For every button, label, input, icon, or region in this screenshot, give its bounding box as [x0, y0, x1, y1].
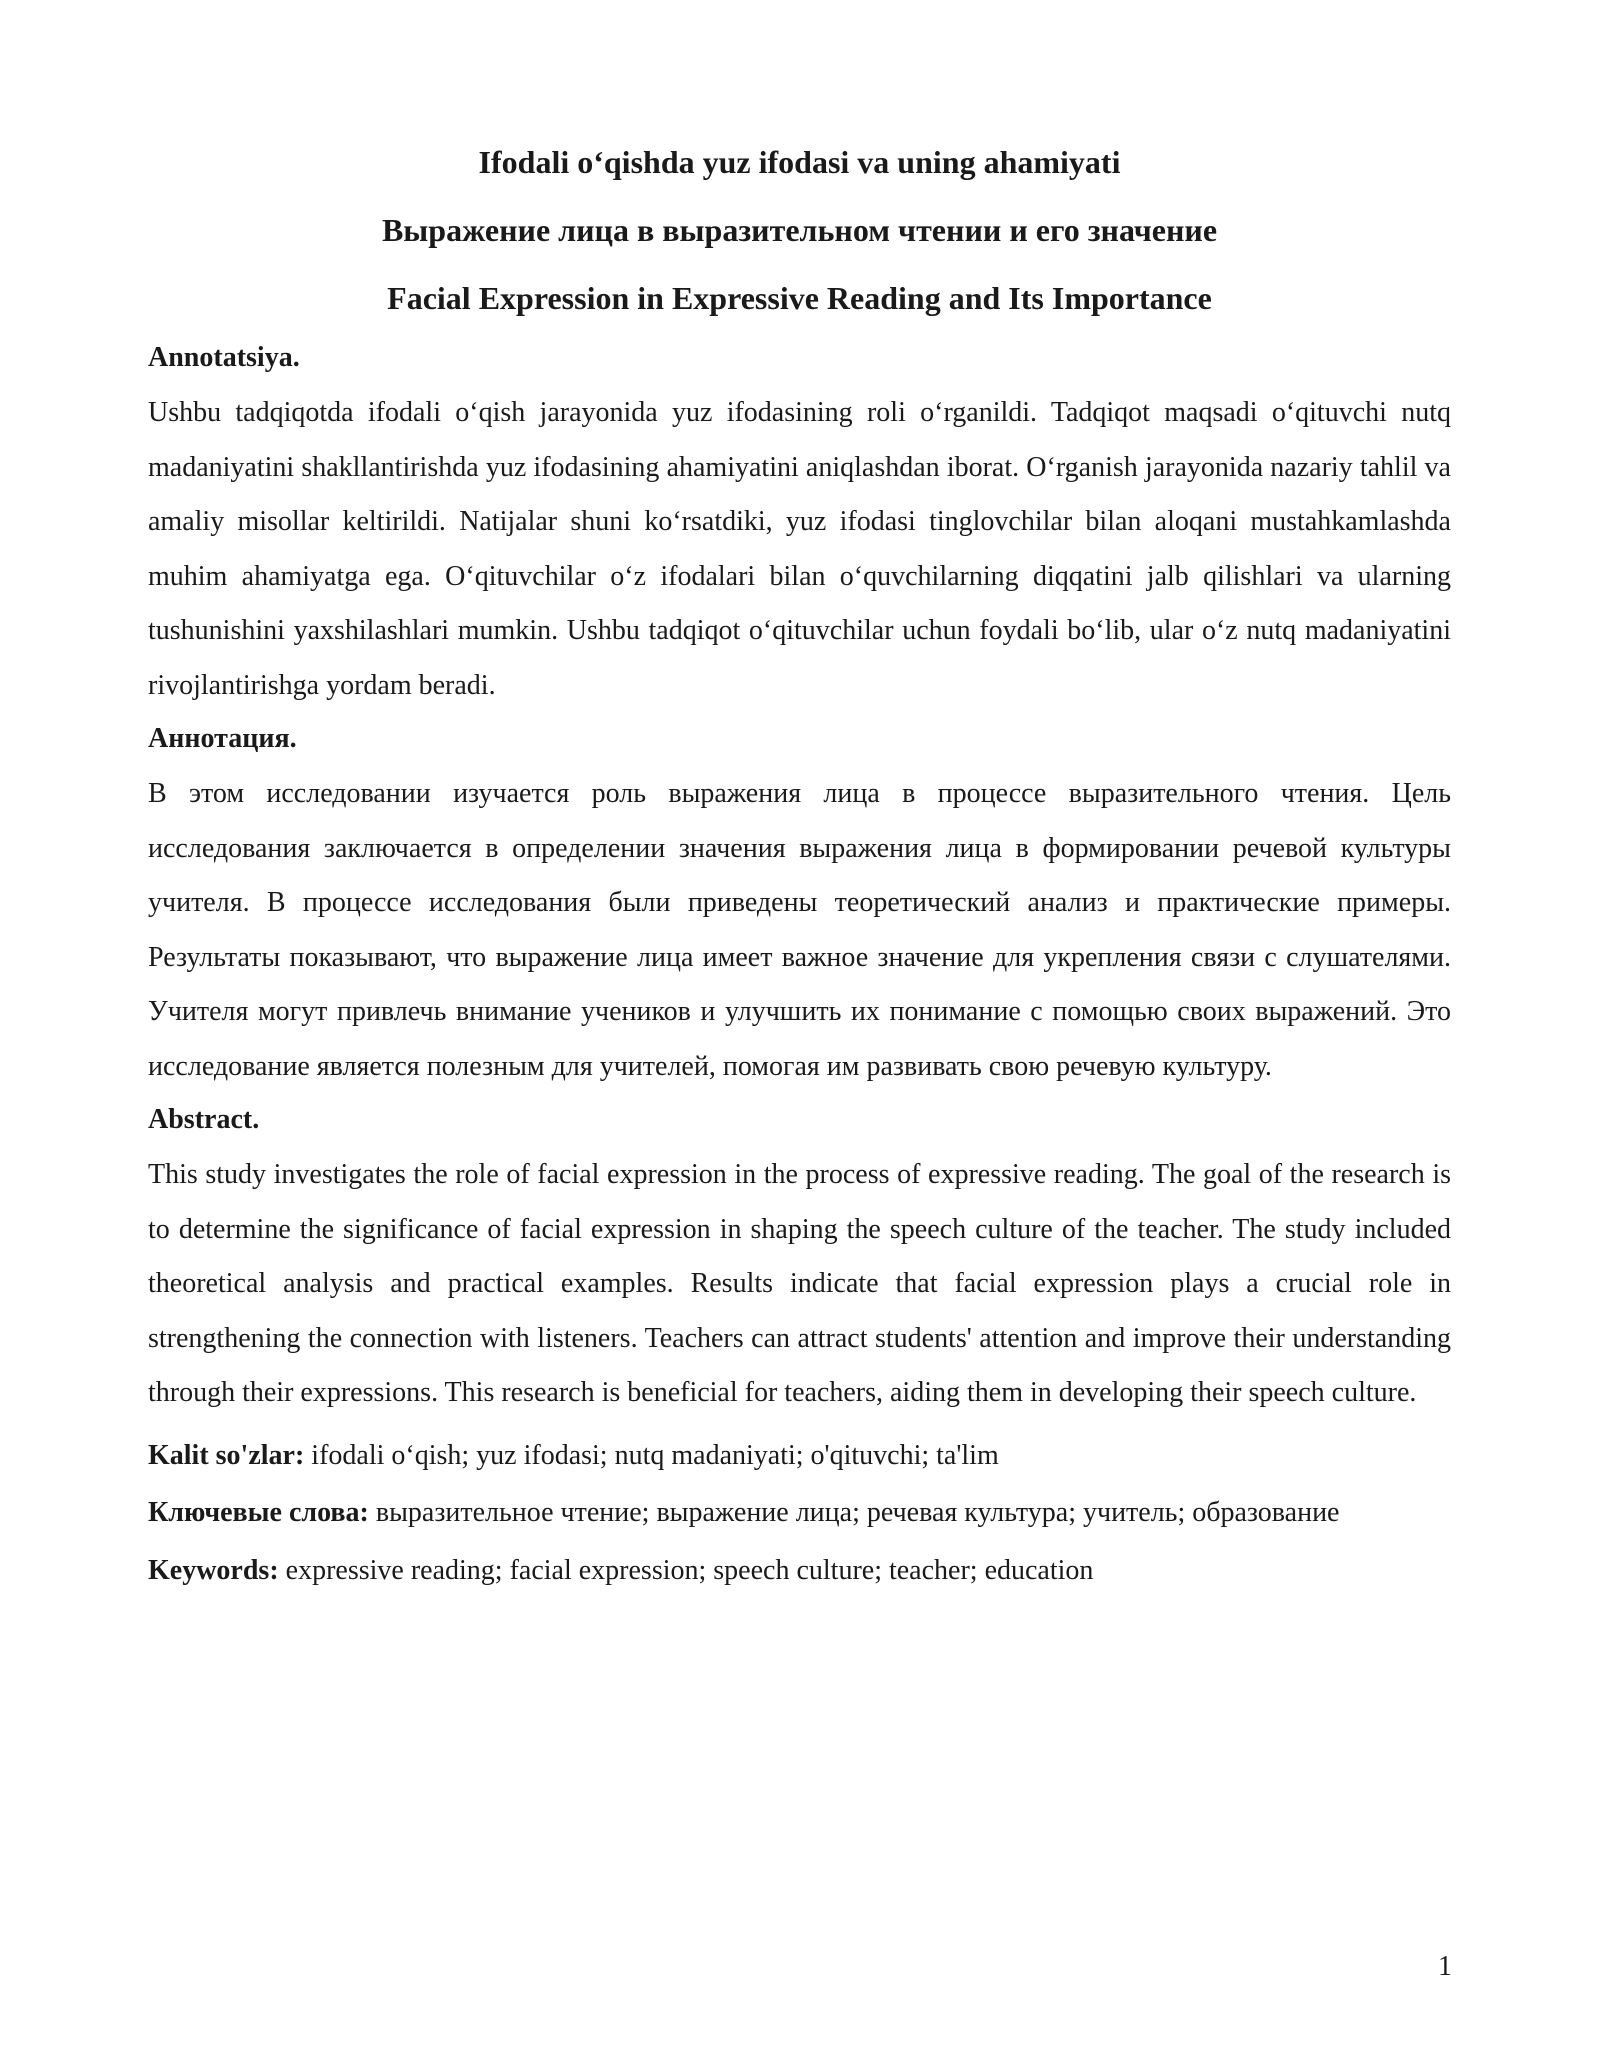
page-number: 1: [1438, 1951, 1452, 1982]
keywords-en-label: Keywords:: [148, 1554, 279, 1586]
abstract-uz-text: Ushbu tadqiqotda ifodali o‘qish jarayonida yuz ifodasining roli o‘rganildi. Tadqiqot maqsadi o‘qituvchi nutq madaniyatini shakllantirishda yuz ifodasining ahamiyatini aniqlashdan iborat. O‘rganish jarayonida nazariy tahlil va amaliy misollar keltirildi. Natijalar shuni ko‘rsatdiki, yuz ifodasi tinglovchilar bilan aloqani mustahkamlashda muhim ahamiyatga ega. O‘qituvchilar o‘z ifodalari bilan o‘quvchilarning diqqatini jalb qilishlari va ularning tushunishini yaxshilashlari mumkin. Ushbu tadqiqot o‘qituvchilar uchun foydali bo‘lib, ular o‘z nutq madaniyatini rivojlantirishga yordam beradi.: [148, 397, 1451, 701]
keywords-en: [148, 1544, 1451, 1599]
title-ru: Выражение лица в выразительном чтении и его значение: [381, 212, 1218, 248]
keywords-ru-text: выразительное чтение; выражение лица; речевая культура; учитель; образование: [368, 1497, 1340, 1528]
keywords-uz-label: Kalit so'zlar:: [148, 1439, 305, 1471]
keywords-uz-text: ifodali o‘qish; yuz ifodasi; nutq madaniyati; o'qituvchi; ta'lim: [304, 1439, 999, 1471]
keywords-uz: [148, 1429, 1451, 1484]
keywords-ru: [148, 1486, 1451, 1541]
title-en: Facial Expression in Expressive Reading and Its Importance: [387, 280, 1212, 316]
abstract-uz-heading: Annotatsiya.: [148, 342, 300, 373]
abstract-ru-heading: Аннотация.: [148, 723, 297, 754]
keywords-en-text: expressive reading; facial expression; speech culture; teacher; education: [278, 1554, 1094, 1586]
document-page: [148, 142, 1451, 1601]
keywords-ru-label: Ключевые слова:: [148, 1497, 369, 1528]
abstract-ru-text: В этом исследовании изучается роль выражения лица в процессе выразительного чтения. Цель исследования заключается в определении значения выражения лица в формировании речевой культуры учителя. В процессе исследования были приведены теоретический анализ и практические примеры. Результаты показывают, что выражение лица имеет важное значение для укрепления связи с слушателями. Учителя могут привлечь внимание учеников и улучшить их понимание с помощью своих выражений. Это исследование является полезным для учителей, помогая им развивать свою речевую культуру.: [148, 778, 1451, 1082]
abstract-en-text: This study investigates the role of facial expression in the process of expressive reading. The goal of the research is to determine the significance of facial expression in shaping the speech culture of the teacher. The study included theoretical analysis and practical examples. Results indicate that facial expression plays a crucial role in strengthening the connection with listeners. Teachers can attract students' attention and improve their understanding through their expressions. This research is beneficial for teachers, aiding them in developing their speech culture.: [148, 1159, 1451, 1408]
abstract-en-heading: Abstract.: [148, 1104, 260, 1135]
title-uz: Ifodali o‘qishda yuz ifodasi va uning ahamiyati: [478, 144, 1121, 180]
